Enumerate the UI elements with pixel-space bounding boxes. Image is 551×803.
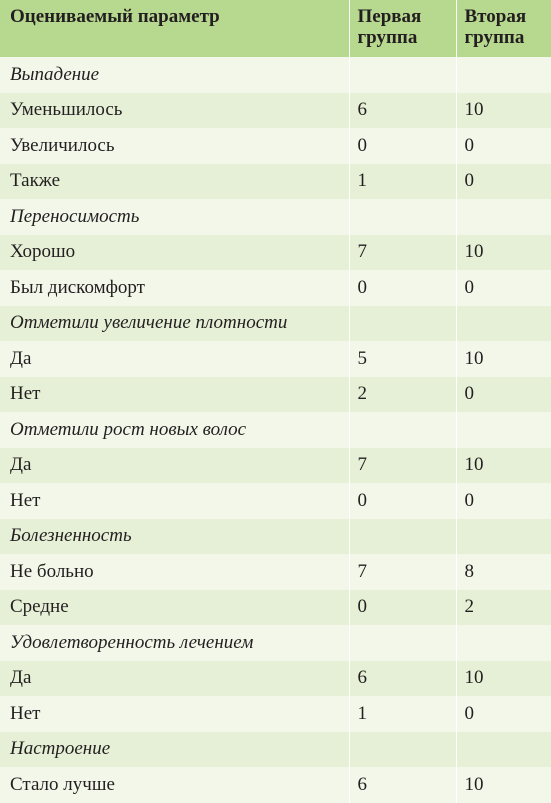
row-label: Нет	[10, 489, 41, 511]
table-row	[0, 767, 551, 803]
table-row	[0, 661, 551, 697]
group-2-value: 0	[456, 270, 551, 306]
row-label: Был дискомфорт	[10, 276, 145, 298]
group-1-value: 0	[349, 128, 456, 164]
table-body	[0, 57, 551, 803]
table-row	[0, 554, 551, 590]
row-label: Нет	[10, 702, 41, 724]
group-2-value: 0	[456, 696, 551, 732]
group-1-value	[349, 306, 456, 342]
section-label: Болезненность	[10, 525, 132, 547]
row-label: Нет	[10, 383, 41, 405]
group-1-value: 1	[349, 164, 456, 200]
group-1-value: 5	[349, 341, 456, 377]
header-group-1-line2: группа	[357, 27, 418, 48]
row-label: Да	[10, 454, 32, 476]
header-group-2-line1: Вторая	[464, 6, 527, 27]
group-1-value	[349, 732, 456, 768]
table-row	[0, 448, 551, 484]
group-2-value: 0	[456, 128, 551, 164]
group-2-value	[456, 199, 551, 235]
group-2-value	[456, 519, 551, 555]
table-row	[0, 128, 551, 164]
row-label: Средне	[10, 596, 69, 618]
row-label: Хорошо	[10, 241, 76, 263]
section-row	[0, 57, 551, 93]
table-row	[0, 483, 551, 519]
table-row	[0, 377, 551, 413]
section-row	[0, 519, 551, 555]
group-1-value	[349, 57, 456, 93]
group-1-value	[349, 625, 456, 661]
header-param	[0, 0, 349, 57]
group-1-value: 0	[349, 590, 456, 626]
group-2-value: 10	[456, 341, 551, 377]
section-row	[0, 625, 551, 661]
group-2-value: 10	[456, 235, 551, 271]
row-label: Уменьшилось	[10, 99, 123, 121]
group-1-value: 6	[349, 767, 456, 803]
group-1-value: 6	[349, 661, 456, 697]
table-row	[0, 696, 551, 732]
table-row	[0, 235, 551, 271]
group-1-value: 1	[349, 696, 456, 732]
group-1-value: 0	[349, 270, 456, 306]
section-label: Настроение	[10, 738, 111, 760]
group-1-value	[349, 412, 456, 448]
group-2-value: 10	[456, 93, 551, 129]
header-group-2	[456, 0, 551, 57]
group-2-value: 0	[456, 377, 551, 413]
row-label: Увеличилось	[10, 134, 115, 156]
group-1-value	[349, 199, 456, 235]
group-2-value	[456, 306, 551, 342]
group-2-value	[456, 732, 551, 768]
header-group-2-line2: группа	[464, 27, 525, 48]
header-group-1	[349, 0, 456, 57]
section-label: Отметили увеличение плотности	[10, 312, 288, 334]
group-2-value: 10	[456, 767, 551, 803]
group-1-value	[349, 519, 456, 555]
header-param-label: Оцениваемый параметр	[10, 6, 220, 27]
section-row	[0, 412, 551, 448]
group-1-value: 0	[349, 483, 456, 519]
group-1-value: 7	[349, 448, 456, 484]
group-2-value	[456, 57, 551, 93]
section-label: Отметили рост новых волос	[10, 418, 247, 440]
group-1-value: 6	[349, 93, 456, 129]
header-group-1-line1: Первая	[357, 6, 422, 27]
table-row	[0, 270, 551, 306]
section-row	[0, 306, 551, 342]
group-2-value: 0	[456, 164, 551, 200]
group-1-value: 7	[349, 554, 456, 590]
row-label: Стало лучше	[10, 773, 115, 795]
group-2-value: 8	[456, 554, 551, 590]
table-row	[0, 590, 551, 626]
header-row	[0, 0, 551, 57]
section-row	[0, 199, 551, 235]
table-row	[0, 93, 551, 129]
table-row	[0, 341, 551, 377]
group-2-value	[456, 625, 551, 661]
row-label: Не больно	[10, 560, 94, 582]
section-label: Удовлетворенность лечением	[10, 631, 254, 653]
group-2-value: 0	[456, 483, 551, 519]
group-1-value: 2	[349, 377, 456, 413]
group-2-value: 10	[456, 661, 551, 697]
table-header	[0, 0, 551, 57]
row-label: Да	[10, 667, 32, 689]
section-label: Переносимость	[10, 205, 140, 227]
row-label: Также	[10, 170, 61, 192]
section-row	[0, 732, 551, 768]
group-2-value: 2	[456, 590, 551, 626]
group-2-value: 10	[456, 448, 551, 484]
table-row	[0, 164, 551, 200]
section-label: Выпадение	[10, 63, 100, 85]
row-label: Да	[10, 347, 32, 369]
group-2-value	[456, 412, 551, 448]
group-1-value: 7	[349, 235, 456, 271]
